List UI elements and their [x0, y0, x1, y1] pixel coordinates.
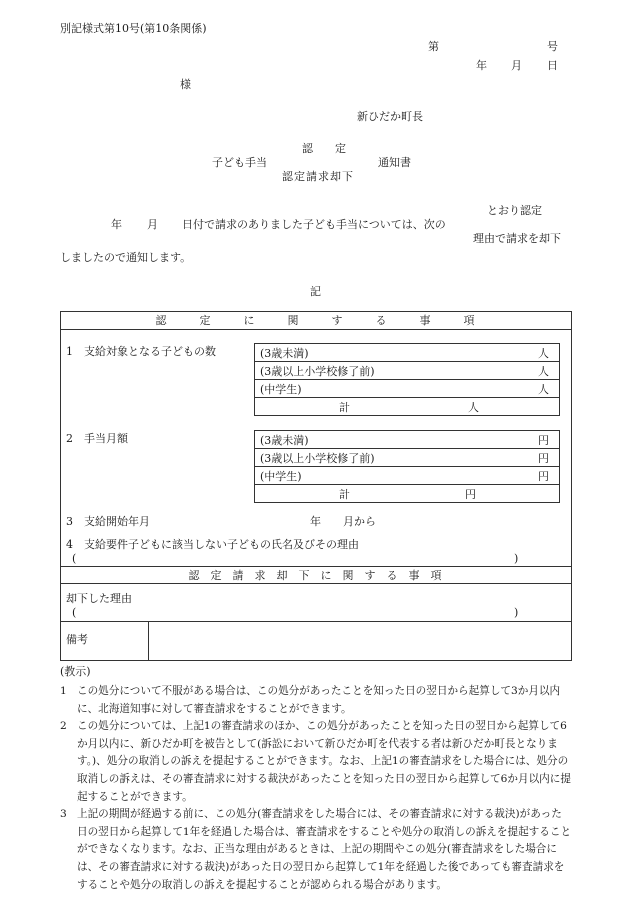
item3-label: 3 支給開始年月: [66, 515, 150, 528]
item1-label: 1 支給対象となる子どもの数: [66, 345, 216, 358]
item3-month: 月から: [343, 515, 376, 528]
item1-row-under3: [254, 343, 560, 362]
item2-row-middleschool: [254, 466, 560, 485]
date-month: 月: [511, 59, 522, 72]
addressee-suffix: 様: [180, 78, 191, 91]
item1-row-unit: 人: [538, 365, 549, 378]
note-item: [60, 683, 572, 718]
date-year: 年: [476, 59, 487, 72]
approval-header-divider: [60, 329, 572, 330]
rejection-reason-label: 却下した理由: [66, 592, 132, 605]
intro-month: 月: [147, 218, 158, 231]
item1-row-label: (3歳以上小学校修了前): [260, 365, 375, 378]
form-id: 別記様式第10号(第10条関係): [60, 22, 207, 35]
number-suffix: 号: [547, 40, 558, 53]
title-option-reject: 認定請求却下: [282, 170, 354, 183]
intro-text: 日付で請求のありました子ども手当については、次の: [182, 218, 446, 231]
item2-total-label: 計: [339, 488, 350, 501]
item1-row-unit: 人: [538, 347, 549, 360]
item1-row-preschool: [254, 361, 560, 380]
note-item: [60, 806, 572, 894]
note-item: [60, 718, 572, 806]
item1-row-middleschool: [254, 379, 560, 398]
rejection-header-bottom-divider: [60, 583, 572, 584]
intro-option-reject: 理由で請求を却下: [473, 232, 561, 245]
item1-row-label: (中学生): [260, 383, 302, 396]
number-prefix: 第: [428, 40, 439, 53]
note-text: この処分について不服がある場合は、この処分があったことを知った日の翌日から起算して3か月以内に、北海道知事に対して審査請求をすることができます。: [77, 685, 561, 715]
rejection-open-paren: (: [72, 606, 77, 619]
item2-row-preschool: [254, 448, 560, 467]
ki-marker: 記: [310, 285, 321, 298]
notes-heading: (教示): [60, 665, 91, 678]
title-option-approve: 認 定: [302, 142, 346, 155]
item3-year: 年: [310, 515, 321, 528]
title-suffix: 通知書: [378, 156, 411, 169]
note-number: 1: [60, 685, 67, 697]
rejection-header: 認 定 請 求 却 下 に 関 す る 事 項: [188, 569, 442, 582]
approval-header: 認 定 に 関 す る 事 項: [155, 314, 475, 327]
intro-line2: しましたので通知します。: [60, 251, 192, 264]
item4-label: 4 支給要件子どもに該当しない子どもの氏名及びその理由: [66, 538, 359, 551]
title-prefix: 子ども手当: [212, 156, 267, 169]
intro-option-approve: とおり認定: [487, 204, 542, 217]
intro-year: 年: [111, 218, 122, 231]
note-text: この処分については、上記1の審査請求のほか、この処分があったことを知った日の翌日から起算して6か月以内に、新ひだか町を被告として(訴訟において新ひだか町を代表する者は新ひだか町長となります。)、処分の取消しの訴えを提起することができます。なお、上記1の審査請求をした場合には、処分の取消しの訴えは、その審査請求に対する裁決があったことを知った日の翌日から起算して6か月以内に提起することができます。: [77, 720, 571, 803]
item2-total-unit: 円: [465, 488, 476, 501]
item2-label: 2 手当月額: [66, 432, 128, 445]
date-day: 日: [547, 59, 558, 72]
rejection-header-top-divider: [60, 566, 572, 567]
item2-total-row: [254, 484, 560, 503]
remarks-label: 備考: [66, 633, 88, 646]
rejection-close-paren: ): [514, 606, 519, 619]
note-number: 3: [60, 808, 67, 821]
item1-row-label: (3歳未満): [260, 347, 309, 360]
item2-row-unit: 円: [538, 452, 549, 465]
note-number: 2: [60, 720, 67, 733]
remarks-divider: [60, 621, 572, 622]
remarks-column-divider: [148, 621, 149, 661]
item2-row-unit: 円: [538, 470, 549, 483]
item2-row-unit: 円: [538, 434, 549, 447]
item1-total-unit: 人: [468, 401, 479, 414]
item1-total-row: [254, 397, 560, 416]
note-text: 上記の期間が経過する前に、この処分(審査請求をした場合には、その審査請求に対する裁決)があった日の翌日から起算して1年を経過した場合は、審査請求をすることや処分の取消しの訴えを提起することができなくなります。なお、正当な理由があるときは、上記の期間やこの処分(審査請求をした場合には、その審査請求に対する裁決)があった日の翌日から起算して1年を経過した後であっても審査請求をすることや処分の取消しの訴えを提起することが認められる場合があります。: [77, 808, 572, 891]
issuer: 新ひだか町長: [357, 110, 423, 123]
item2-row-label: (3歳以上小学校修了前): [260, 452, 375, 465]
item2-row-label: (中学生): [260, 470, 302, 483]
item4-close-paren: ): [514, 552, 519, 565]
item1-total-label: 計: [339, 401, 350, 414]
notes-list: [60, 683, 572, 894]
item4-open-paren: (: [72, 552, 77, 565]
item2-row-under3: [254, 430, 560, 449]
item1-row-unit: 人: [538, 383, 549, 396]
item2-row-label: (3歳未満): [260, 434, 309, 447]
